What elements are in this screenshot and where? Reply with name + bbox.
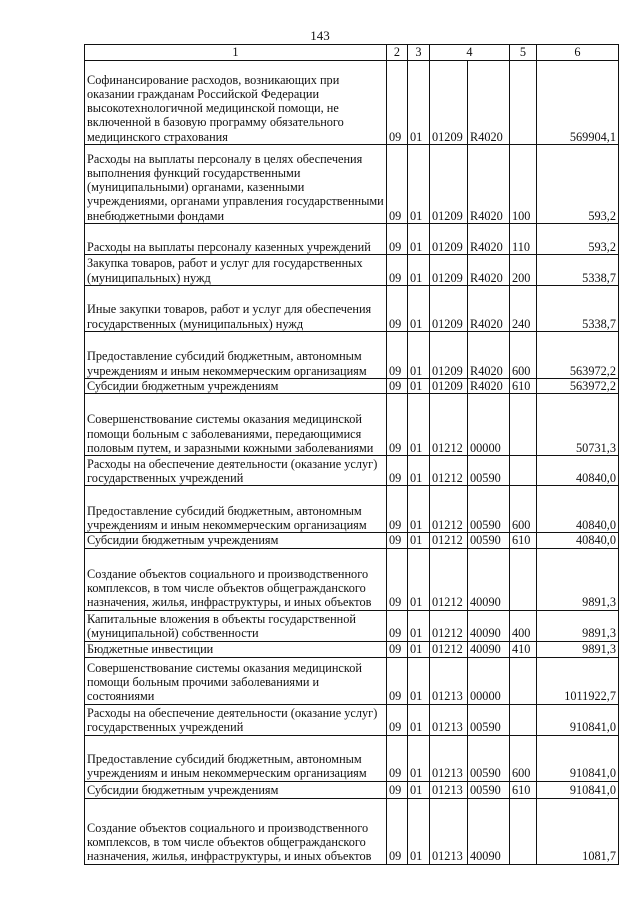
expense-code: 40090 <box>468 798 510 864</box>
expense-type-code <box>510 657 537 704</box>
budget-item-name: Расходы на выплаты персоналу казенных учреждений <box>85 224 387 255</box>
amount: 910841,0 <box>537 704 619 735</box>
expense-code: 40090 <box>468 610 510 641</box>
subsection-code: 01 <box>408 641 430 657</box>
budget-table <box>84 44 619 865</box>
expense-type-code <box>510 456 537 486</box>
section-code: 09 <box>387 641 408 657</box>
section-code: 09 <box>387 379 408 394</box>
section-code: 09 <box>387 798 408 864</box>
program-code: 01213 <box>430 657 468 704</box>
expense-code: R4020 <box>468 379 510 394</box>
budget-item-name: Создание объектов социального и производственного комплексов, в том числе объектов общегражданского назначения, жилья, инфраструктуры, и иных объектов <box>85 548 387 610</box>
expense-type-code <box>510 61 537 145</box>
budget-item-name: Создание объектов социального и производственного комплексов, в том числе объектов общегражданского назначения, жилья, инфраструктуры, и иных объектов <box>85 798 387 864</box>
budget-item-name: Расходы на обеспечение деятельности (оказание услуг) государственных учреждений <box>85 456 387 486</box>
program-code: 01212 <box>430 394 468 456</box>
subsection-code: 01 <box>408 486 430 533</box>
expense-type-code: 410 <box>510 641 537 657</box>
expense-code: 40090 <box>468 548 510 610</box>
expense-type-code: 610 <box>510 379 537 394</box>
program-code: 01213 <box>430 781 468 798</box>
budget-item-name: Совершенствование системы оказания медицинской помощи больным с заболеваниями, передающимися половым путем, и заразными кожными заболеваниями <box>85 394 387 456</box>
section-code: 09 <box>387 548 408 610</box>
expense-code: R4020 <box>468 332 510 379</box>
budget-item-name: Бюджетные инвестиции <box>85 641 387 657</box>
table-row <box>85 798 619 864</box>
amount: 50731,3 <box>537 394 619 456</box>
amount: 593,2 <box>537 224 619 255</box>
section-code: 09 <box>387 704 408 735</box>
col-header-5: 5 <box>510 45 537 61</box>
budget-item-name: Предоставление субсидий бюджетным, автономным учреждениям и иным некоммерческим организациям <box>85 486 387 533</box>
section-code: 09 <box>387 145 408 224</box>
amount: 5338,7 <box>537 286 619 332</box>
col-header-4: 4 <box>430 45 510 61</box>
subsection-code: 01 <box>408 610 430 641</box>
table-row <box>85 641 619 657</box>
budget-item-name: Предоставление субсидий бюджетным, автономным учреждениям и иным некоммерческим организациям <box>85 735 387 781</box>
amount: 9891,3 <box>537 641 619 657</box>
expense-type-code <box>510 704 537 735</box>
program-code: 01212 <box>430 548 468 610</box>
budget-item-name: Капитальные вложения в объекты государственной (муниципальной) собственности <box>85 610 387 641</box>
expense-code: 00590 <box>468 486 510 533</box>
table-row <box>85 548 619 610</box>
col-header-3: 3 <box>408 45 430 61</box>
expense-code: R4020 <box>468 145 510 224</box>
amount: 569904,1 <box>537 61 619 145</box>
amount: 593,2 <box>537 145 619 224</box>
budget-item-name: Совершенствование системы оказания медицинской помощи больным прочими заболеваниями и состояниями <box>85 657 387 704</box>
budget-item-name: Расходы на обеспечение деятельности (оказание услуг) государственных учреждений <box>85 704 387 735</box>
subsection-code: 01 <box>408 379 430 394</box>
program-code: 01209 <box>430 286 468 332</box>
subsection-code: 01 <box>408 735 430 781</box>
expense-type-code <box>510 548 537 610</box>
subsection-code: 01 <box>408 332 430 379</box>
program-code: 01209 <box>430 379 468 394</box>
table-row <box>85 657 619 704</box>
expense-code: 00000 <box>468 657 510 704</box>
budget-item-name: Субсидии бюджетным учреждениям <box>85 379 387 394</box>
budget-item-name: Предоставление субсидий бюджетным, автономным учреждениям и иным некоммерческим организациям <box>85 332 387 379</box>
expense-type-code: 600 <box>510 486 537 533</box>
section-code: 09 <box>387 456 408 486</box>
table-row <box>85 781 619 798</box>
expense-type-code: 400 <box>510 610 537 641</box>
program-code: 01209 <box>430 145 468 224</box>
program-code: 01213 <box>430 798 468 864</box>
section-code: 09 <box>387 486 408 533</box>
program-code: 01209 <box>430 61 468 145</box>
expense-type-code: 600 <box>510 735 537 781</box>
amount: 9891,3 <box>537 610 619 641</box>
section-code: 09 <box>387 533 408 548</box>
section-code: 09 <box>387 657 408 704</box>
section-code: 09 <box>387 781 408 798</box>
budget-item-name: Субсидии бюджетным учреждениям <box>85 533 387 548</box>
program-code: 01212 <box>430 641 468 657</box>
expense-code: 00590 <box>468 456 510 486</box>
budget-item-name: Иные закупки товаров, работ и услуг для обеспечения государственных (муниципальных) нужд <box>85 286 387 332</box>
table-row <box>85 332 619 379</box>
budget-item-name: Софинансирование расходов, возникающих при оказании гражданам Российской Федерации высокотехнологичной медицинской помощи, не включенной в базовую программу обязательного медицинского страхования <box>85 61 387 145</box>
program-code: 01212 <box>430 533 468 548</box>
expense-code: 00590 <box>468 735 510 781</box>
amount: 563972,2 <box>537 332 619 379</box>
subsection-code: 01 <box>408 394 430 456</box>
expense-type-code: 100 <box>510 145 537 224</box>
expense-type-code: 610 <box>510 533 537 548</box>
program-code: 01212 <box>430 610 468 641</box>
program-code: 01209 <box>430 224 468 255</box>
table-row <box>85 255 619 286</box>
expense-type-code: 610 <box>510 781 537 798</box>
table-row <box>85 610 619 641</box>
table-row <box>85 735 619 781</box>
page-number: 143 <box>310 28 330 43</box>
expense-code: 00590 <box>468 781 510 798</box>
amount: 9891,3 <box>537 548 619 610</box>
program-code: 01209 <box>430 332 468 379</box>
subsection-code: 01 <box>408 61 430 145</box>
section-code: 09 <box>387 224 408 255</box>
amount: 563972,2 <box>537 379 619 394</box>
table-row <box>85 379 619 394</box>
expense-code: 00000 <box>468 394 510 456</box>
subsection-code: 01 <box>408 548 430 610</box>
amount: 5338,7 <box>537 255 619 286</box>
table-row <box>85 394 619 456</box>
table-row <box>85 286 619 332</box>
program-code: 01209 <box>430 255 468 286</box>
budget-item-name: Субсидии бюджетным учреждениям <box>85 781 387 798</box>
col-header-2: 2 <box>387 45 408 61</box>
expense-type-code: 240 <box>510 286 537 332</box>
subsection-code: 01 <box>408 798 430 864</box>
program-code: 01212 <box>430 486 468 533</box>
header-row <box>85 45 619 61</box>
section-code: 09 <box>387 286 408 332</box>
subsection-code: 01 <box>408 286 430 332</box>
amount: 910841,0 <box>537 735 619 781</box>
expense-type-code: 600 <box>510 332 537 379</box>
section-code: 09 <box>387 255 408 286</box>
subsection-code: 01 <box>408 224 430 255</box>
amount: 40840,0 <box>537 456 619 486</box>
expense-type-code: 110 <box>510 224 537 255</box>
expense-code: 40090 <box>468 641 510 657</box>
section-code: 09 <box>387 610 408 641</box>
table-row <box>85 486 619 533</box>
expense-code: R4020 <box>468 286 510 332</box>
subsection-code: 01 <box>408 255 430 286</box>
budget-item-name: Закупка товаров, работ и услуг для государственных (муниципальных) нужд <box>85 255 387 286</box>
expense-code: R4020 <box>468 61 510 145</box>
table-row <box>85 456 619 486</box>
section-code: 09 <box>387 61 408 145</box>
program-code: 01213 <box>430 735 468 781</box>
budget-item-name: Расходы на выплаты персоналу в целях обеспечения выполнения функций государственными (муниципальными) органами, казенными учреждениями, органами управления государственными внебюджетными фондами <box>85 145 387 224</box>
table-row <box>85 533 619 548</box>
program-code: 01212 <box>430 456 468 486</box>
table-row <box>85 145 619 224</box>
expense-code: 00590 <box>468 704 510 735</box>
subsection-code: 01 <box>408 456 430 486</box>
subsection-code: 01 <box>408 533 430 548</box>
amount: 40840,0 <box>537 486 619 533</box>
expense-type-code <box>510 798 537 864</box>
amount: 1011922,7 <box>537 657 619 704</box>
expense-type-code <box>510 394 537 456</box>
amount: 1081,7 <box>537 798 619 864</box>
expense-type-code: 200 <box>510 255 537 286</box>
amount: 40840,0 <box>537 533 619 548</box>
table-row <box>85 704 619 735</box>
section-code: 09 <box>387 394 408 456</box>
expense-code: 00590 <box>468 533 510 548</box>
program-code: 01213 <box>430 704 468 735</box>
section-code: 09 <box>387 735 408 781</box>
expense-code: R4020 <box>468 224 510 255</box>
col-header-6: 6 <box>537 45 619 61</box>
table-row <box>85 224 619 255</box>
amount: 910841,0 <box>537 781 619 798</box>
subsection-code: 01 <box>408 704 430 735</box>
subsection-code: 01 <box>408 657 430 704</box>
subsection-code: 01 <box>408 145 430 224</box>
col-header-1: 1 <box>85 45 387 61</box>
expense-code: R4020 <box>468 255 510 286</box>
subsection-code: 01 <box>408 781 430 798</box>
section-code: 09 <box>387 332 408 379</box>
table-row <box>85 61 619 145</box>
